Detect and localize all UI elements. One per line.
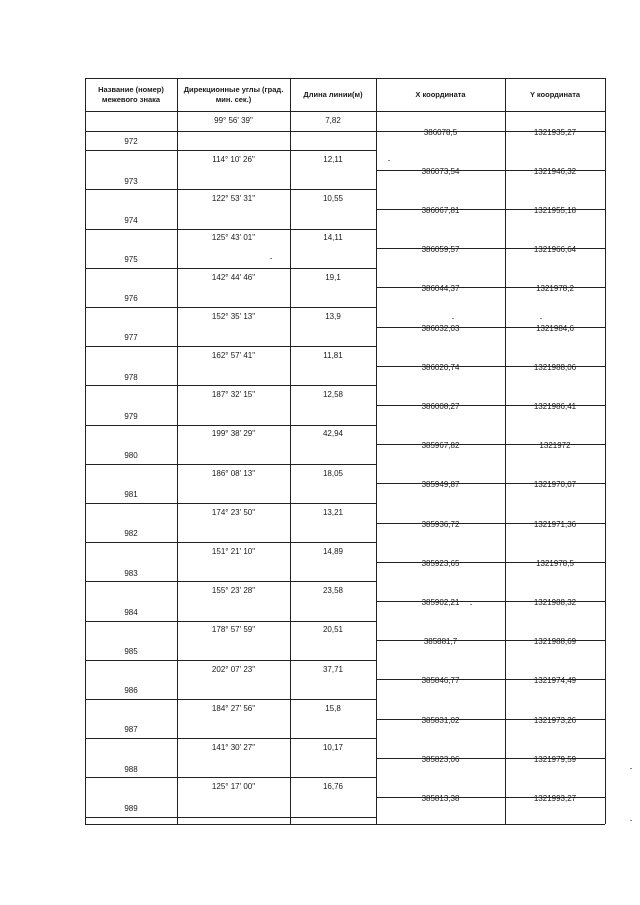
header-y: Y координата (529, 89, 581, 99)
directional-angle: 141° 30' 27" (211, 743, 256, 752)
row-rule-left (85, 346, 376, 347)
y-coordinate: 1321955,18 (533, 206, 577, 215)
point-name: 973 (124, 176, 138, 186)
y-coordinate: 1321971,36 (533, 519, 577, 529)
x-coordinate: 385831,02 (421, 715, 460, 725)
row-rule-left (85, 660, 376, 661)
directional-angle: 142° 44' 46" (211, 272, 256, 282)
point-name: 975 (124, 255, 138, 264)
header-angle: Дирекционные углы (град. мин. сек.) (183, 84, 284, 104)
point-name: 982 (124, 529, 138, 539)
x-coordinate: 386067,81 (421, 206, 460, 215)
point-name: 987 (124, 725, 138, 735)
scan-speck (388, 160, 390, 161)
x-coordinate: 386032,03 (421, 323, 460, 333)
y-coordinate: 1321978,2 (536, 284, 574, 294)
table-column-rule (605, 78, 606, 824)
x-coordinate: 386044,37 (421, 284, 460, 294)
x-coordinate: 385923,65 (421, 558, 460, 568)
line-length: 13,9 (325, 311, 341, 321)
point-name: 977 (124, 333, 138, 343)
y-coordinate: 1321988,06 (533, 362, 577, 372)
y-coordinate: 1321993,27 (533, 794, 577, 803)
x-coordinate: 385881,7 (423, 637, 458, 647)
row-rule-left (85, 542, 376, 543)
y-coordinate: 1321970,07 (533, 480, 577, 490)
scan-speck (630, 768, 632, 769)
row-rule-left (85, 268, 376, 269)
y-coordinate: 1321966,64 (533, 245, 577, 255)
scan-speck (270, 258, 272, 259)
x-coordinate: 385813,38 (421, 794, 460, 803)
y-coordinate: 1321978,5 (536, 558, 574, 568)
point-name: 974 (124, 215, 138, 225)
directional-angle: 155° 23' 28" (211, 586, 256, 596)
point-name: 980 (124, 451, 138, 460)
y-coordinate: 1321946,32 (533, 166, 577, 176)
scan-speck (452, 318, 454, 319)
directional-angle: 152° 35' 13" (211, 311, 256, 321)
point-name: 978 (124, 372, 138, 382)
header-name: Название (номер) межевого знака (98, 84, 164, 104)
row-rule-left (85, 817, 376, 818)
x-coordinate: 386078,5 (423, 127, 458, 137)
y-coordinate: 1321979,59 (533, 754, 577, 764)
point-name: 986 (124, 686, 138, 696)
directional-angle: 178° 57' 59" (211, 625, 256, 635)
x-coordinate: 385823,06 (421, 754, 460, 764)
header-x: X координата (415, 89, 466, 99)
scan-speck (630, 820, 632, 821)
point-name: 981 (124, 490, 138, 500)
y-coordinate: 1321974,49 (533, 676, 577, 686)
table-bottom-rule (85, 824, 605, 825)
directional-angle: 99° 56' 39" (214, 115, 253, 125)
point-name: 989 (124, 803, 138, 813)
x-coordinate: 385949,87 (421, 480, 460, 490)
line-length: 14,89 (322, 547, 344, 556)
x-coordinate: 385936,72 (421, 519, 460, 529)
y-coordinate: 1321973,26 (533, 715, 577, 725)
point-name: 972 (124, 137, 138, 147)
x-coordinate: 385902,21 (421, 598, 460, 607)
line-length: 15,8 (325, 703, 341, 713)
line-length: 18,05 (322, 468, 344, 478)
line-length: 14,11 (323, 233, 343, 243)
line-length: 37,71 (322, 664, 344, 674)
scan-speck (470, 604, 472, 605)
x-coordinate: 386073,54 (421, 166, 460, 176)
scan-speck (540, 318, 542, 319)
point-name: 976 (124, 294, 138, 304)
directional-angle: 187° 32' 15" (211, 390, 256, 400)
y-coordinate: 1321935,27 (533, 127, 577, 137)
point-name: 985 (124, 647, 138, 656)
line-length: 19,1 (325, 272, 341, 282)
line-length: 16,76 (322, 782, 344, 792)
y-coordinate: 1321988,69 (533, 637, 577, 647)
point-name: 988 (124, 764, 138, 774)
boundary-coordinates-table (85, 78, 605, 824)
directional-angle: 114° 10' 26" (212, 155, 255, 164)
x-coordinate: 385967,82 (421, 441, 460, 451)
row-rule-left (85, 503, 376, 504)
line-length: 11,81 (323, 351, 343, 360)
row-rule-left (85, 581, 376, 582)
point-name: 984 (124, 607, 138, 617)
row-rule-left (85, 307, 376, 308)
directional-angle: 174° 23' 50" (211, 507, 256, 517)
directional-angle: 186° 08' 13" (211, 468, 256, 478)
row-rule-left (85, 385, 376, 386)
line-length: 12,11 (323, 155, 343, 164)
line-length: 7,82 (325, 115, 341, 125)
directional-angle: 202° 07' 23" (211, 664, 256, 674)
row-rule-left (85, 699, 376, 700)
directional-angle: 125° 17' 00" (211, 782, 256, 792)
directional-angle: 184° 27' 56" (211, 703, 256, 713)
line-length: 12,58 (322, 390, 344, 400)
line-length: 10,17 (322, 743, 344, 752)
point-name: 983 (124, 568, 138, 578)
directional-angle: 162° 57' 41" (211, 351, 256, 360)
row-rule-left (85, 738, 376, 739)
row-rule-left (85, 621, 376, 622)
row-rule-left (85, 229, 376, 230)
x-coordinate: 386008,27 (421, 402, 460, 411)
header-length: Длина линии(м) (303, 89, 363, 99)
line-length: 13,21 (322, 507, 344, 517)
y-coordinate: 1321988,32 (533, 598, 577, 607)
directional-angle: 125° 43' 01" (211, 233, 256, 243)
row-rule-left (85, 425, 376, 426)
row-rule-left (85, 464, 376, 465)
row-rule-left (85, 189, 376, 190)
row-rule-left (85, 777, 376, 778)
directional-angle: 151° 21' 10" (211, 547, 256, 556)
line-length: 10,55 (322, 194, 344, 204)
x-coordinate: 385846,77 (421, 676, 460, 686)
line-length: 23,58 (322, 586, 344, 596)
directional-angle: 122° 53' 31" (211, 194, 256, 204)
x-coordinate: 386020,74 (421, 362, 460, 372)
line-length: 42,94 (322, 429, 344, 439)
line-length: 20,51 (322, 625, 344, 635)
row-rule-left (85, 150, 376, 151)
y-coordinate: 1321984,6 (536, 323, 574, 333)
x-coordinate: 386059,57 (421, 245, 460, 255)
y-coordinate: 1321972 (539, 441, 571, 451)
row-rule-left (85, 131, 376, 132)
y-coordinate: 1321986,41 (533, 402, 577, 411)
table-header-rule (85, 111, 605, 112)
directional-angle: 199° 38' 29" (211, 429, 256, 439)
point-name: 979 (124, 411, 138, 421)
